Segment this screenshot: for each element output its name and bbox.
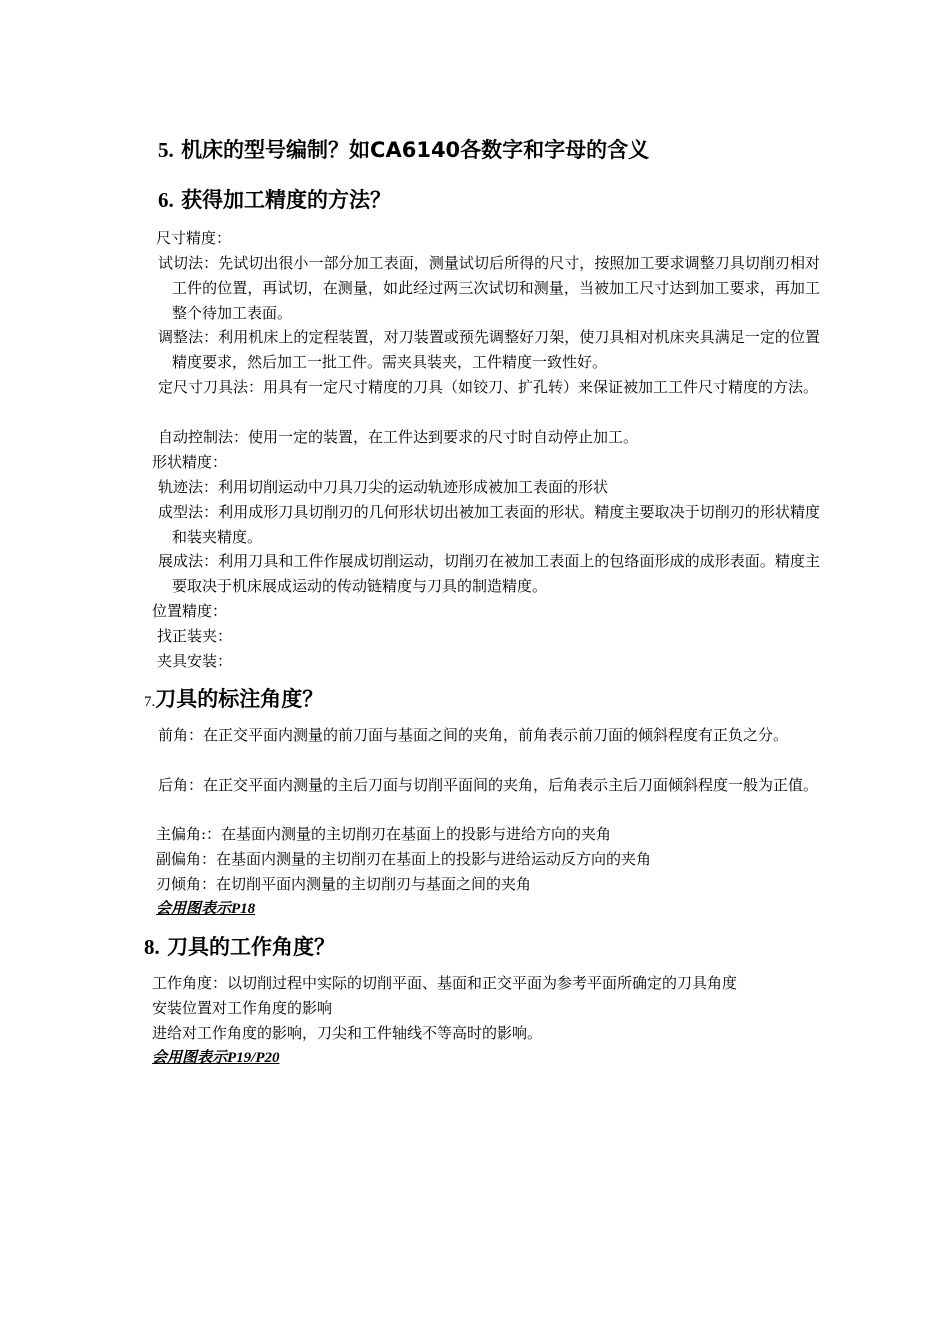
align-clamp-item: 找正装夹： [157,627,233,645]
question-6-number: 6. [158,188,174,212]
question-8-number: 8. [144,935,160,959]
question-5-number: 5. [158,138,174,162]
size-accuracy-label: 尺寸精度： [156,229,232,247]
inclination-angle: 刃倾角：在切削平面内测量的主切削刃与基面之间的夹角 [156,875,532,893]
adjustment-method: 调整法：利用机床上的定程装置，对刀装置或预先调整好刀架，使刀具相对机床夹具满足一定的位置精度要求，然后加工一批工件。需夹具装夹，工件精度一致性好。 [158,328,820,371]
question-7-heading [144,686,323,715]
minor-lead-angle: 副偏角：在基面内测量的主切削刃在基面上的投影与进给运动反方向的夹角 [156,850,652,868]
install-position-effect: 安装位置对工作角度的影响 [152,999,333,1017]
question-6-title: 获得加工精度的方法？ [181,188,392,212]
question-7-title: 刀具的标注角度？ [155,687,324,711]
sized-tool-method: 定尺寸刀具法：用具有一定尺寸精度的刀具（如铰刀、扩孔转）来保证被加工工件尺寸精度的方法。 [158,378,819,396]
forming-method: 成型法：利用成形刀具切削刃的几何形状切出被加工表面的形状。精度主要取决于切削刃的形状精度和装夹精度。 [158,503,820,546]
question-7-number: 7. [144,694,156,710]
trajectory-method: 轨迹法：利用切削运动中刀具刀尖的运动轨迹形成被加工表面的形状 [158,478,609,496]
fixture-install-item: 夹具安装： [157,652,233,670]
figure-reference-p19-p20: 会用图表示P19/P20 [152,1050,280,1066]
question-5-heading [158,137,649,163]
feed-effect: 进给对工作角度的影响，刀尖和工件轴线不等高时的影响。 [152,1024,543,1042]
generating-method: 展成法：利用刀具和工件作展成切削运动，切削刃在被加工表面上的包络面形成的成形表面。精度主要取决于机床展成运动的传动链精度与刀具的制造精度。 [158,552,820,595]
clearance-angle: 后角：在正交平面内测量的主后刀面与切削平面间的夹角，后角表示主后刀面倾斜程度一般为正值。 [158,776,819,794]
trial-cut-method: 试切法：先试切出很小一部分加工表面，测量试切后所得的尺寸，按照加工要求调整刀具切削刃相对工件的位置，再试切，在测量，如此经过两三次试切和测量，当被加工尺寸达到加工要求，再加工整个待加工表面。 [158,254,820,322]
figure-reference-p18: 会用图表示P18 [156,901,256,917]
question-8-title: 刀具的工作角度？ [167,935,336,959]
question-8-heading [144,934,335,960]
question-5-title: 机床的型号编制？如CA6140各数字和字母的含义 [181,138,650,162]
position-accuracy-label: 位置精度： [152,602,228,620]
rake-angle: 前角：在正交平面内测量的前刀面与基面之间的夹角，前角表示前刀面的倾斜程度有正负之分。 [158,726,789,744]
main-lead-angle: 主偏角:：在基面内测量的主切削刃在基面上的投影与进给方向的夹角 [156,825,612,843]
auto-control-method: 自动控制法：使用一定的装置，在工件达到要求的尺寸时自动停止加工。 [158,428,639,446]
working-angle-definition: 工作角度：以切削过程中实际的切削平面、基面和正交平面为参考平面所确定的刀具角度 [152,974,738,992]
question-6-heading [158,187,391,213]
shape-accuracy-label: 形状精度： [152,453,228,471]
